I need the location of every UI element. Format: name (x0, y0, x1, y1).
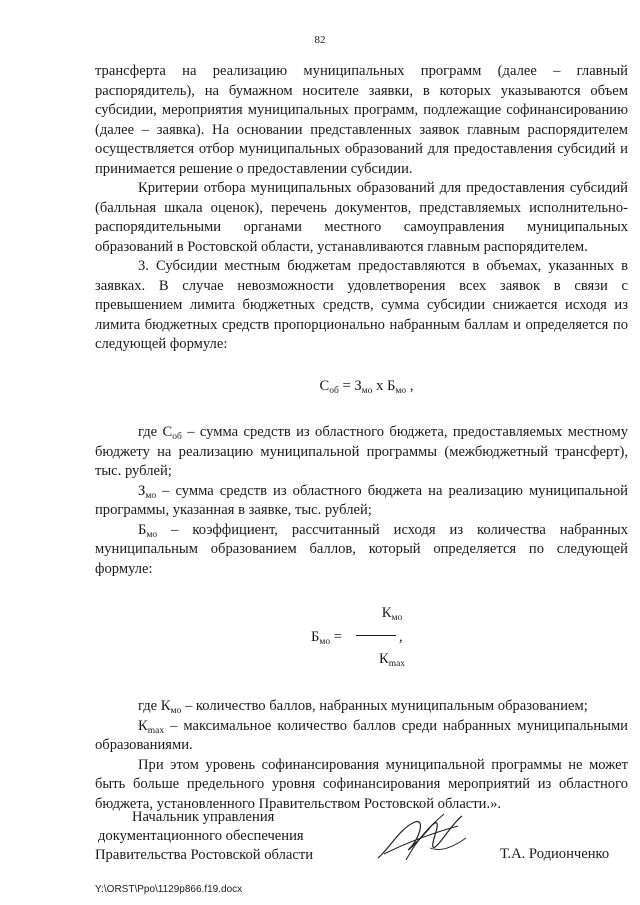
paragraph-4 (95, 423, 628, 482)
paragraph-8-text: – максимальное количество баллов среди набранных муниципальными образованиями. (95, 717, 628, 753)
formula-sub-ob: об (329, 385, 339, 396)
paragraph-7-text: – количество баллов, набранных муниципальным образованием; (181, 698, 588, 714)
signatory-name: Т.А. Родионченко (500, 846, 610, 862)
sub-max: max (147, 725, 165, 736)
formula-eq: = (338, 377, 355, 394)
paragraph-1: трансферта на реализацию муниципальных программ (далее – главный распорядитель), на бумажном носителе заявки, в которых указываются объем субсидии, мероприятия муниципальных программ, подлежащие софинансированию (далее – заявка). На основании представленных заявок главным распорядителем осуществляется отбор муниципальных образований для предоставления субсидий и принимается решение о предоставлении субсидии. (95, 63, 628, 177)
sym-b: Б (138, 521, 147, 538)
handwritten-signature (370, 808, 480, 868)
footer-file-path: Y:\ORST\Ppo\1129p866.f19.docx (95, 884, 243, 895)
paragraph-6-text: – коэффициент, рассчитанный исходя из количества набранных муниципальным образованием баллов, который определяется по следующей формуле: (95, 521, 628, 577)
sym-c: С (162, 424, 173, 440)
sub-mo: мо (145, 490, 157, 501)
paragraph-8 (95, 717, 628, 756)
formula-c: С (319, 377, 330, 394)
paragraph-3: 3. Субсидии местным бюджетам предоставляются в объемах, указанных в заявках. В случае невозможности удовлетворения всех заявок в связи с превышением лимита бюджетных средств, сумма субсидии снижается исходя из лимита бюджетных средств пропорционально набранным баллам и определяется по следующей формуле: (95, 258, 628, 352)
fraction-numerator: $К_{мо}$ (381, 605, 403, 623)
formula-subsidy (95, 377, 628, 397)
document-body (95, 62, 628, 814)
fraction-comma: , (399, 629, 403, 645)
paragraph-5-text: – сумма средств из областного бюджета на реализацию муниципальной программы, указанная в заявке, тыс. рублей; (95, 482, 628, 518)
gde-word: где (138, 424, 163, 440)
paragraph-5 (95, 482, 628, 521)
sub-ob: об (172, 432, 182, 442)
signatory-line-3: Правительства Ростовской области (95, 847, 314, 863)
paragraph-4-text: – сумма средств из областного бюджета, предоставляемых местному бюджету на реализацию муниципальной программы (межбюджетный трансферт), тыс. рублей; (95, 424, 628, 479)
paragraph-2: Критерии отбора муниципальных образований для предоставления субсидий (балльная шкала оценок), перечень документов, представляемых исполнительно-распорядительными органами местного самоуправления муниципальных образований в Ростовской области, устанавливаются главным распорядителем. (95, 180, 628, 255)
signatory-title (95, 808, 313, 865)
signatory-line-2: документационного обеспечения (98, 828, 304, 844)
sub-mo: мо (170, 706, 182, 716)
formula-z: З (354, 377, 362, 394)
paragraph-7 (95, 697, 628, 717)
formula-sub-mo-1: мо (361, 385, 373, 396)
fraction-lhs: $Б_{мо}$ = (311, 629, 343, 647)
sym-z: З (138, 482, 146, 499)
sym-k: К (138, 717, 148, 734)
fraction-denominator: $К_{max}$ (378, 651, 406, 669)
sub-mo: мо (146, 529, 158, 540)
formula-comma: , (406, 377, 414, 394)
paragraph-6 (95, 521, 628, 580)
fraction-line (356, 635, 396, 636)
page-number: 82 (314, 34, 326, 46)
formula-b: Б (387, 377, 396, 394)
formula-sub-mo-2: мо (395, 385, 407, 396)
paragraph-9: При этом уровень софинансирования муниципальной программы не может быть больше предельного уровня софинансирования мероприятий из областного бюджета, установленного Правительством Ростовской области.». (95, 756, 628, 812)
formula-x: х (372, 377, 388, 394)
signatory-line-1: Начальник управления (132, 809, 275, 825)
gde-k-word: где К (138, 698, 171, 714)
formula-coefficient (95, 593, 628, 685)
